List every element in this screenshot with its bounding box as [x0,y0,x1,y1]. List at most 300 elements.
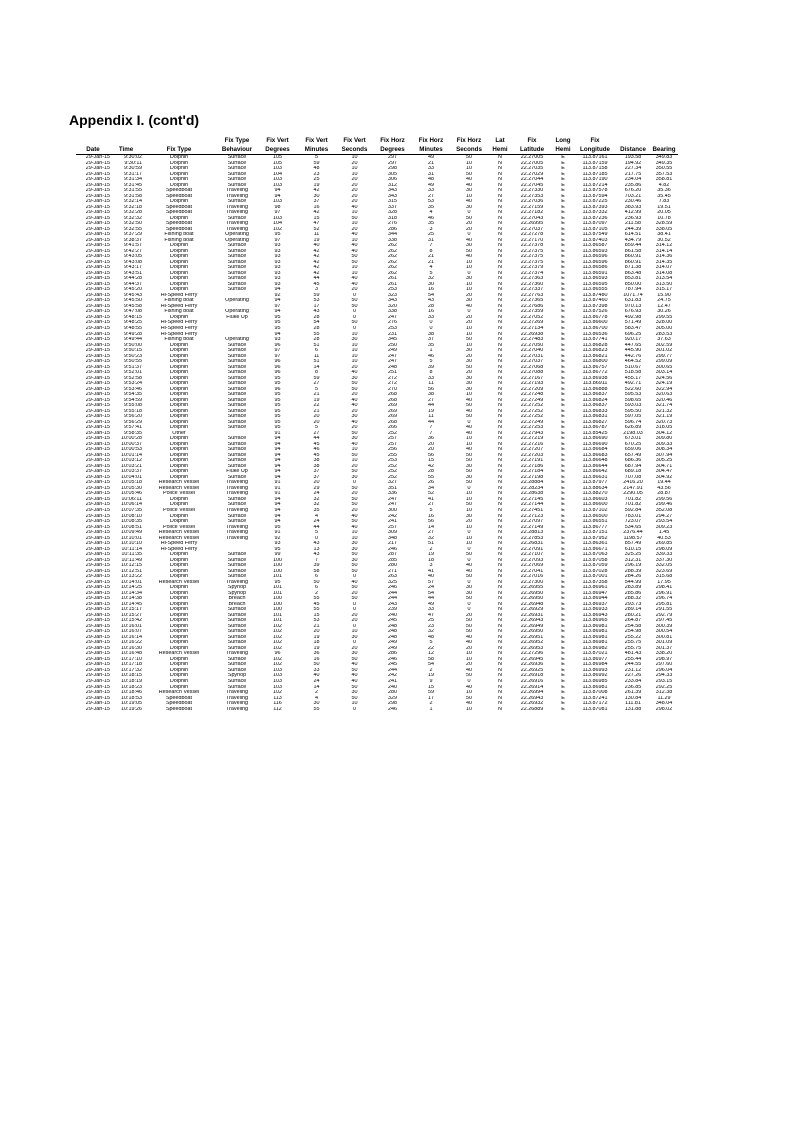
cell-vert-minutes: 6 [315,574,318,580]
cell-vert-seconds: 50 [351,259,358,265]
cell-lat-hemi: N [498,519,502,525]
cell-horz-minutes: 7 [429,425,433,431]
cell-vert-minutes: 14 [313,364,320,370]
cell-vert-seconds: 20 [351,287,358,293]
cell-distance: 614.51 [624,232,642,238]
cell-long-hemi: E [561,193,565,199]
cell-distance: 236.85 [624,684,642,690]
cell-long-hemi: E [561,496,565,502]
cell-date: 29-Jan-15 [85,447,110,453]
cell-behaviour: Surface [227,563,247,569]
cell-vert-seconds: 10 [351,458,358,464]
cell-fix-type: Dolphin [169,645,189,651]
column-header-line: Lat [495,137,505,144]
cell-distance: 288.39 [624,568,642,574]
cell-long-hemi: E [561,414,565,420]
cell-longitude: 113.86586 [582,265,608,271]
cell-horz-minutes: 21 [428,160,434,166]
cell-latitude: 22.27016 [520,574,544,580]
cell-horz-minutes: 22 [428,645,434,651]
cell-vert-seconds: 30 [351,557,358,563]
cell-distance: 412.99 [624,210,642,216]
cell-longitude: 113.86981 [582,684,608,690]
cell-horz-seconds: 10 [466,524,472,530]
cell-vert-degrees: 96 [274,386,281,392]
cell-date: 29-Jan-15 [85,204,110,210]
cell-latitude: 22.28813 [520,530,544,536]
cell-distance: 701.82 [624,496,642,502]
cell-behaviour: Surface [227,265,247,271]
cell-horz-degrees: 343 [388,193,397,199]
cell-date: 29-Jan-15 [85,436,110,442]
cell-fix-type: Dolphin [169,248,189,254]
cell-behaviour: Surface [227,259,247,265]
cell-latitude: 22.27216 [520,441,544,447]
cell-time: 9:53:24 [124,381,142,387]
cell-bearing: 301.02 [655,348,673,354]
cell-long-hemi: E [561,590,565,596]
cell-bearing: 30.26 [657,309,671,315]
cell-bearing: 304.47 [655,469,673,475]
cell-vert-minutes: 42 [313,248,320,254]
cell-bearing: 37.63 [657,337,671,343]
cell-distance: 701.82 [624,502,642,508]
cell-horz-seconds: 40 [466,640,472,646]
cell-longitude: 113.86837 [582,392,608,398]
column-header-lat-hemi [488,136,512,155]
cell-fix-type: Research Vessel [158,485,200,491]
cell-horz-degrees: 280 [388,690,397,696]
cell-horz-minutes: 25 [428,232,434,238]
cell-behaviour: Traveling [226,701,248,707]
cell-longitude: 113.86824 [582,397,608,403]
cell-distance: 583.47 [624,325,642,331]
cell-latitude: 22.27207 [520,447,544,453]
cell-vert-degrees: 94 [274,452,281,458]
cell-fix-type: Dolphin [169,287,189,293]
cell-date: 29-Jan-15 [85,667,110,673]
cell-long-hemi: E [561,408,565,414]
cell-distance: 283.89 [624,585,642,591]
cell-lat-hemi: N [498,425,502,431]
cell-longitude: 113.87063 [582,552,608,558]
cell-longitude: 113.87549 [582,232,608,238]
cell-fix-type: Dolphin [169,375,189,381]
cell-latitude: 22.27278 [520,232,544,238]
cell-horz-seconds: 10 [466,193,472,199]
cell-vert-minutes: 45 [313,601,320,607]
cell-horz-seconds: 50 [466,596,472,602]
cell-vert-degrees: 93 [274,541,281,547]
cell-horz-degrees: 325 [388,579,397,585]
cell-behaviour: Surface [227,160,247,166]
cell-bearing: 328.59 [655,221,673,227]
cell-vert-seconds: 10 [351,265,358,271]
cell-bearing: 299.55 [655,314,673,320]
cell-longitude: 113.87158 [582,166,608,172]
column-header-line: Fix Type [166,146,192,153]
cell-vert-degrees: 95 [274,408,281,414]
cell-longitude: 113.87225 [582,199,608,205]
cell-latitude: 22.27043 [520,215,544,221]
cell-bearing: 337.30 [655,557,673,563]
cell-vert-minutes: 17 [313,303,320,309]
cell-vert-minutes: 33 [313,667,320,673]
cell-time: 9:41:57 [124,243,142,249]
cell-behaviour: Traveling [226,530,248,536]
cell-horz-degrees: 231 [388,331,397,337]
cell-time: 9:30:02 [124,154,142,160]
cell-behaviour: Surface [227,171,247,177]
cell-distance: 723.07 [624,519,642,525]
cell-bearing: 12.47 [657,303,671,309]
cell-vert-minutes: 51 [313,342,320,348]
cell-horz-minutes: 4 [429,210,433,216]
cell-vert-minutes: 37 [313,474,320,480]
cell-lat-hemi: N [498,276,502,282]
cell-date: 29-Jan-15 [85,259,110,265]
cell-vert-minutes: 15 [313,215,320,221]
cell-longitude: 113.86937 [582,601,608,607]
cell-lat-hemi: N [498,226,502,232]
cell-long-hemi: E [561,320,565,326]
cell-longitude: 113.87236 [582,215,608,221]
cell-vert-seconds: 50 [351,452,358,458]
cell-horz-seconds: 50 [466,458,472,464]
cell-bearing: 321.19 [655,414,673,420]
column-header-line: Bearing [652,146,676,153]
cell-vert-seconds: 40 [351,204,358,210]
cell-long-hemi: E [561,491,565,497]
cell-horz-minutes: 1 [429,706,433,712]
cell-horz-degrees: 246 [388,656,397,662]
cell-distance: 783.01 [624,513,642,519]
cell-lat-hemi: N [498,199,502,205]
cell-horz-degrees: 262 [388,259,397,265]
cell-horz-seconds: 30 [466,375,472,381]
cell-latitude: 22.26952 [520,640,544,646]
cell-bearing: 24.75 [657,298,671,304]
cell-date: 29-Jan-15 [85,557,110,563]
cell-vert-degrees: 95 [274,232,281,238]
column-header-line: Date [86,146,100,153]
cell-bearing: 10.78 [657,215,671,221]
cell-long-hemi: E [561,706,565,712]
cell-longitude: 113.87001 [582,574,608,580]
cell-horz-degrees: 257 [388,524,397,530]
cell-bearing: 294.33 [655,673,673,679]
cell-fix-type: Dolphin [169,166,189,172]
cell-lat-hemi: N [498,706,502,712]
cell-horz-minutes: 16 [428,309,434,315]
cell-horz-degrees: 262 [388,243,397,249]
cell-latitude: 22.27853 [520,535,544,541]
cell-longitude: 113.86631 [582,474,608,480]
cell-lat-hemi: N [498,270,502,276]
cell-vert-seconds: 20 [351,177,358,183]
cell-distance: 296.19 [624,563,642,569]
cell-behaviour: Spyhop [227,585,247,591]
cell-horz-minutes: 4 [429,265,433,271]
cell-long-hemi: E [561,276,565,282]
cell-date: 29-Jan-15 [85,166,110,172]
cell-vert-seconds: 40 [351,243,358,249]
cell-latitude: 22.27763 [520,292,544,298]
cell-vert-seconds: 0 [353,325,356,331]
cell-vert-seconds: 10 [351,535,358,541]
cell-horz-minutes: 44 [428,403,434,409]
cell-horz-seconds: 0 [467,546,471,552]
cell-latitude: 22.27144 [520,502,544,508]
cell-distance: 383.93 [624,204,642,210]
cell-bearing: 305.00 [655,325,673,331]
cell-time: 9:45:58 [124,303,142,309]
cell-horz-degrees: 272 [388,375,397,381]
cell-distance: 850.00 [624,281,642,287]
cell-latitude: 22.27031 [520,353,544,359]
cell-distance: 534.65 [624,524,642,530]
cell-long-hemi: E [561,596,565,602]
cell-bearing: 291.55 [655,607,673,613]
column-header-distance [616,136,650,155]
cell-distance: 631.83 [624,298,642,304]
cell-behaviour: Surface [227,215,247,221]
cell-horz-degrees: 241 [388,678,397,684]
cell-longitude: 113.87578 [582,188,608,194]
cell-date: 29-Jan-15 [85,563,110,569]
cell-distance: 244.55 [624,662,642,668]
cell-longitude: 113.87161 [582,154,608,160]
cell-vert-minutes: 5 [315,154,318,160]
cell-fix-type: Speedboat [165,695,193,701]
cell-fix-type: Speedboat [165,226,193,232]
cell-vert-seconds: 0 [353,574,356,580]
cell-horz-minutes: 11 [428,381,434,387]
cell-long-hemi: E [561,397,565,403]
cell-time: 10:03:21 [121,463,142,469]
cell-distance: 2147.91 [623,485,643,491]
cell-horz-minutes: 49 [428,154,434,160]
column-header-line: Fix Horz [380,137,405,144]
cell-vert-minutes: 5 [315,386,318,392]
cell-fix-type: Dolphin [169,552,189,558]
cell-time: 9:55:08 [124,403,142,409]
cell-behaviour: Traveling [226,491,248,497]
cell-bearing: 312.38 [655,690,673,696]
cell-latitude: 22.27300 [520,579,544,585]
cell-long-hemi: E [561,678,565,684]
cell-distance: 111.81 [625,701,641,707]
cell-vert-seconds: 50 [351,552,358,558]
cell-long-hemi: E [561,298,565,304]
cell-vert-degrees: 95 [274,419,281,425]
cell-vert-minutes: 52 [313,226,320,232]
cell-time: 9:30:11 [124,160,142,166]
cell-vert-minutes: 5 [315,530,318,536]
cell-horz-seconds: 10 [466,392,472,398]
cell-time: 9:48:25 [124,320,142,326]
cell-distance: 481.43 [624,651,642,657]
cell-vert-seconds: 50 [351,519,358,525]
cell-vert-degrees: 103 [273,667,282,673]
cell-time: 9:48:15 [124,314,142,320]
cell-vert-degrees: 103 [273,182,282,188]
cell-long-hemi: E [561,563,565,569]
cell-vert-degrees: 94 [274,519,281,525]
cell-horz-degrees: 268 [388,397,397,403]
cell-latitude: 22.26943 [520,618,544,624]
cell-fix-type: Other [172,430,186,436]
cell-fix-type: Dolphin [169,634,189,640]
cell-latitude: 22.27375 [520,259,544,265]
cell-distance: 254.58 [624,623,642,629]
cell-distance: 280.21 [624,612,642,618]
cell-fix-type: Dolphin [169,182,189,188]
cell-long-hemi: E [561,684,565,690]
cell-horz-seconds: 10 [466,535,472,541]
cell-longitude: 113.86821 [582,353,608,359]
cell-behaviour: Surface [227,276,247,282]
cell-horz-degrees: 242 [388,673,397,679]
cell-latitude: 22.27037 [520,359,544,365]
cell-horz-seconds: 40 [466,237,472,243]
cell-horz-minutes: 21 [428,254,434,260]
cell-latitude: 22.26950 [520,590,544,596]
cell-date: 29-Jan-15 [85,370,110,376]
cell-vert-seconds: 20 [351,618,358,624]
cell-horz-minutes: 27 [428,502,434,508]
cell-bearing: 294.27 [655,513,673,519]
cell-time: 10:16:01 [121,623,142,629]
cell-date: 29-Jan-15 [85,154,110,160]
cell-time: 10:15:42 [121,618,142,624]
cell-longitude: 113.87594 [582,193,608,199]
column-header-line: Latitude [519,146,545,153]
cell-date: 29-Jan-15 [85,292,110,298]
cell-horz-minutes: 24 [428,585,434,591]
cell-vert-degrees: 94 [274,188,281,194]
cell-lat-hemi: N [498,667,502,673]
cell-latitude: 22.26955 [520,585,544,591]
cell-vert-degrees: 94 [274,331,281,337]
cell-horz-degrees: 250 [388,342,397,348]
cell-longitude: 113.86587 [582,243,608,249]
cell-latitude: 22.27252 [520,414,544,420]
cell-behaviour: Surface [227,436,247,442]
cell-time: 10:09:49 [121,530,142,536]
cell-vert-minutes: 45 [313,281,320,287]
cell-vert-degrees: 102 [273,690,282,696]
cell-time: 10:06:11 [121,496,142,502]
cell-vert-degrees: 95 [274,314,281,320]
cell-distance: 518.58 [624,370,642,376]
cell-time: 10:04:01 [121,474,142,480]
cell-time: 10:14:34 [121,590,142,596]
cell-vert-degrees: 100 [273,557,282,563]
cell-vert-degrees: 113 [273,695,282,701]
cell-long-hemi: E [561,375,565,381]
cell-date: 29-Jan-15 [85,193,110,199]
cell-vert-minutes: 8 [315,370,318,376]
cell-time: 10:14:38 [121,596,142,602]
cell-vert-minutes: 42 [313,254,320,260]
cell-vert-minutes: 15 [313,612,320,618]
cell-lat-hemi: N [498,546,502,552]
cell-horz-minutes: 12 [428,651,434,657]
cell-date: 29-Jan-15 [85,177,110,183]
cell-vert-degrees: 103 [273,673,282,679]
cell-vert-degrees: 94 [274,496,281,502]
cell-horz-seconds: 50 [466,618,472,624]
column-header-vert-seconds [336,136,373,155]
cell-latitude: 22.26889 [520,706,544,712]
cell-horz-seconds: 10 [466,325,472,331]
cell-vert-minutes: 19 [313,237,320,243]
cell-latitude: 22.26951 [520,634,544,640]
cell-long-hemi: E [561,204,565,210]
cell-lat-hemi: N [498,342,502,348]
cell-horz-minutes: 48 [428,634,434,640]
cell-longitude: 113.86690 [582,436,608,442]
cell-long-hemi: E [561,640,565,646]
cell-lat-hemi: N [498,651,502,657]
cell-vert-seconds: 10 [351,348,358,354]
cell-time: 9:31:55 [124,188,142,194]
cell-behaviour: Operating [225,298,249,304]
cell-horz-minutes: 33 [428,607,434,613]
cell-fix-type: Fishing boat [164,237,194,243]
cell-horz-seconds: 40 [466,408,472,414]
cell-vert-seconds: 10 [351,331,358,337]
cell-vert-seconds: 50 [351,684,358,690]
cell-fix-type: Dolphin [169,607,189,613]
cell-time: 9:44:28 [124,276,142,282]
cell-vert-seconds: 30 [351,546,358,552]
cell-vert-seconds: 20 [351,193,358,199]
cell-bearing: 7.83 [658,199,670,205]
cell-long-hemi: E [561,530,565,536]
cell-vert-seconds: 50 [351,563,358,569]
cell-lat-hemi: N [498,568,502,574]
cell-fix-type: Dolphin [169,519,189,525]
cell-lat-hemi: N [498,414,502,420]
cell-longitude: 113.88270 [582,491,608,497]
cell-vert-minutes: 21 [313,408,320,414]
cell-distance: 285.86 [624,590,642,596]
cell-horz-degrees: 255 [388,452,397,458]
cell-behaviour: Surface [227,618,247,624]
cell-vert-seconds: 30 [351,690,358,696]
cell-lat-hemi: N [498,629,502,635]
cell-vert-seconds: 10 [351,530,358,536]
cell-vert-degrees: 91 [274,491,281,497]
cell-latitude: 22.26943 [520,695,544,701]
cell-behaviour: Traveling [226,524,248,530]
cell-horz-degrees: 271 [388,568,397,574]
cell-lat-hemi: N [498,585,502,591]
cell-fix-type: Hi-Speed Ferry [160,331,198,337]
cell-horz-degrees: 320 [388,303,397,309]
cell-vert-minutes: 2 [315,690,318,696]
cell-fix-type: Dolphin [169,254,189,260]
cell-vert-minutes: 53 [313,298,320,304]
cell-horz-degrees: 257 [388,441,397,447]
cell-distance: 592.84 [624,508,642,513]
cell-longitude: 113.86961 [582,585,608,591]
cell-lat-hemi: N [498,348,502,354]
cell-horz-degrees: 245 [388,618,397,624]
cell-vert-degrees: 95 [274,425,281,431]
